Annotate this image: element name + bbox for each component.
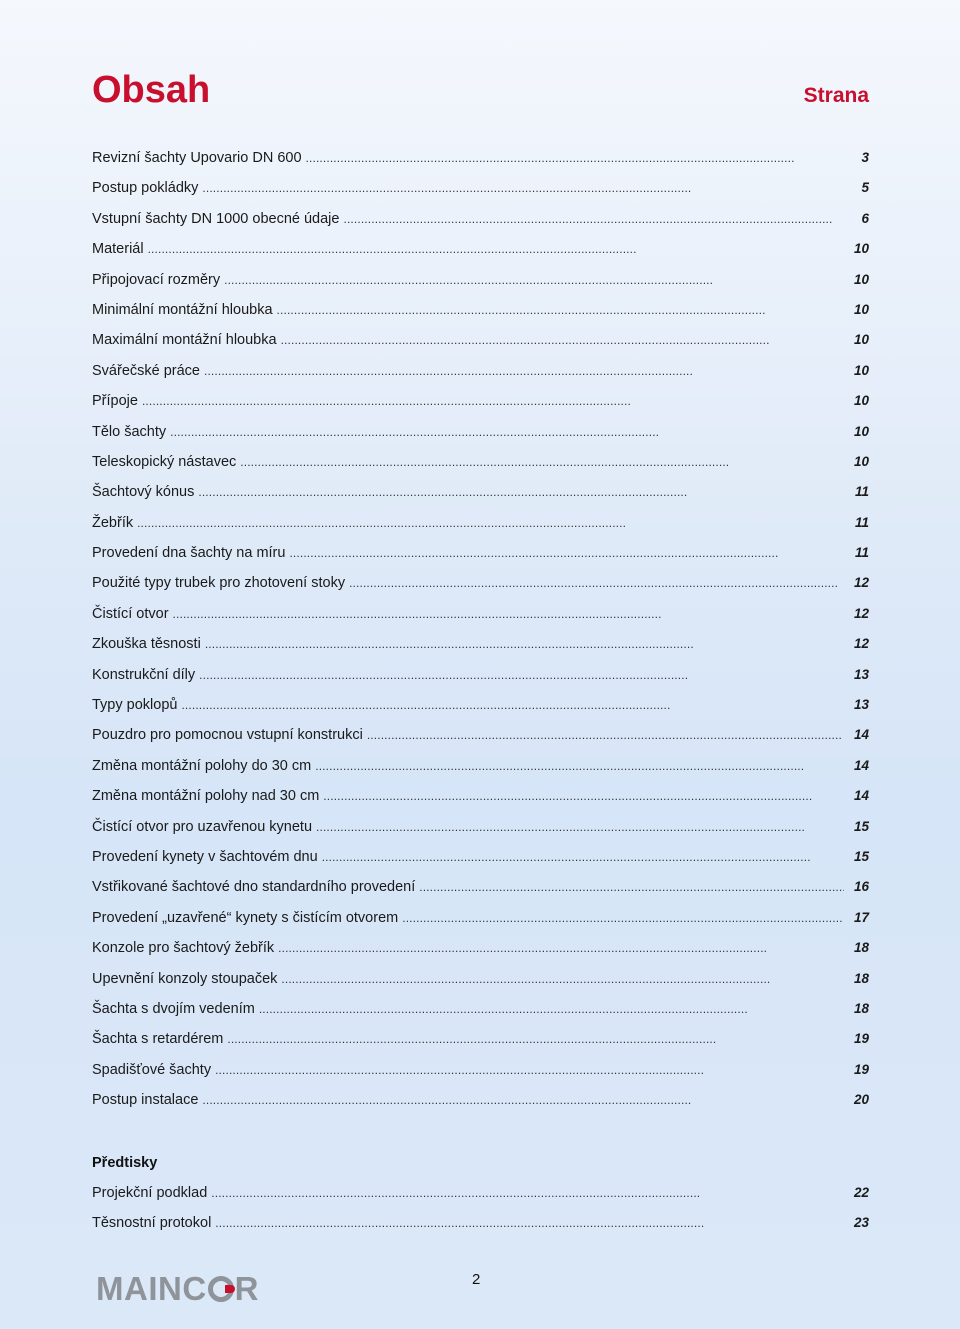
maincor-logo (96, 1272, 259, 1306)
toc-entry-page: 12 (853, 575, 869, 591)
dot-leader (224, 265, 841, 295)
toc-entry-label: Minimální montážní hloubka (92, 301, 273, 318)
toc-entry-page: 17 (853, 909, 869, 925)
dot-leader (402, 903, 843, 933)
toc-entry-label: Použité typy trubek pro zhotovení stoky (92, 575, 346, 592)
dot-leader (316, 812, 841, 842)
toc-entry-label: Spadišťové šachty (92, 1061, 212, 1078)
dot-leader (281, 325, 841, 355)
toc-entry[interactable] (92, 1024, 869, 1054)
toc-entry-page: 20 (853, 1092, 869, 1108)
toc-entry-page: 13 (853, 697, 869, 713)
dot-leader (173, 599, 841, 629)
toc-entry-label: Žebřík (92, 514, 134, 531)
toc-entry-page: 18 (853, 940, 869, 956)
toc-entry[interactable] (92, 447, 869, 477)
toc-entry[interactable] (92, 265, 869, 295)
dot-leader (323, 781, 841, 811)
dot-leader (281, 964, 841, 994)
toc-entry[interactable] (92, 173, 869, 203)
toc-entry-label: Typy poklopů (92, 697, 178, 714)
toc-entry-label: Maximální montážní hloubka (92, 332, 277, 349)
toc-entry[interactable] (92, 1055, 869, 1085)
toc-entry[interactable] (92, 964, 869, 994)
toc-entry[interactable] (92, 234, 869, 264)
toc-entry-page: 10 (853, 453, 869, 469)
toc-entry-label: Materiál (92, 241, 144, 258)
toc-entry-label: Postup instalace (92, 1092, 199, 1109)
logo-ring-icon (208, 1276, 234, 1302)
preprints-list (92, 1178, 869, 1239)
dot-leader (137, 508, 841, 538)
toc-entry[interactable] (92, 356, 869, 386)
toc-entry-label: Vstupní šachty DN 1000 obecné údaje (92, 210, 340, 227)
dot-leader (170, 417, 841, 447)
toc-entry-label: Projekční podklad (92, 1185, 208, 1201)
dot-leader (199, 660, 841, 690)
dot-leader (211, 1178, 841, 1208)
toc-entry-label: Svářečské práce (92, 362, 200, 379)
toc-entry[interactable] (92, 781, 869, 811)
toc-entry-page: 16 (853, 879, 869, 895)
logo-text-left: MAINC (96, 1270, 207, 1307)
toc-entry-label: Čistící otvor pro uzavřenou kynetu (92, 818, 313, 835)
toc-entry[interactable] (92, 690, 869, 720)
dot-leader (277, 295, 841, 325)
toc-entry-page: 14 (853, 788, 869, 804)
toc-entry-label: Zkouška těsnosti (92, 636, 201, 653)
toc-entry[interactable] (92, 751, 869, 781)
toc-entry[interactable] (92, 325, 869, 355)
toc-entry-page: 19 (853, 1031, 869, 1047)
toc-entry-page: 10 (853, 241, 869, 257)
dot-leader (349, 568, 841, 598)
toc-entry-label: Revizní šachty Upovario DN 600 (92, 150, 302, 166)
toc-entry-page: 10 (853, 423, 869, 439)
dot-leader (204, 356, 841, 386)
toc-entry-label: Připojovací rozměry (92, 271, 221, 288)
dot-leader (240, 447, 841, 477)
toc-entry[interactable] (92, 903, 869, 933)
dot-leader (215, 1055, 841, 1085)
preprints-heading: Předtisky (92, 1155, 158, 1171)
dot-leader (227, 1024, 841, 1054)
toc-entry[interactable] (92, 599, 869, 629)
dot-leader (181, 690, 841, 720)
toc-entry[interactable] (92, 660, 869, 690)
toc-entry-page: 22 (853, 1185, 869, 1200)
toc-entry-label: Tělo šachty (92, 423, 167, 440)
table-of-contents (92, 143, 869, 1116)
toc-entry[interactable] (92, 538, 869, 568)
logo-text-right: R (234, 1270, 259, 1307)
dot-leader (205, 629, 841, 659)
toc-entry-label: Změna montážní polohy nad 30 cm (92, 788, 320, 805)
dot-leader (419, 872, 844, 902)
toc-entry-page: 5 (861, 180, 869, 196)
toc-entry[interactable] (92, 143, 869, 173)
toc-entry-page: 19 (853, 1061, 869, 1077)
toc-entry[interactable] (92, 386, 869, 416)
toc-entry-label: Provedení kynety v šachtovém dnu (92, 848, 318, 865)
toc-entry-page: 10 (853, 301, 869, 317)
toc-entry[interactable] (92, 568, 869, 598)
toc-entry-page: 12 (853, 605, 869, 621)
dot-leader (142, 386, 841, 416)
toc-entry-label: Provedení dna šachty na míru (92, 545, 286, 562)
toc-entry-page: 13 (853, 666, 869, 682)
toc-entry-label: Šachta s retardérem (92, 1031, 224, 1048)
dot-leader (343, 204, 841, 234)
toc-entry-label: Šachta s dvojím vedením (92, 1000, 255, 1017)
toc-entry-label: Těsnostní protokol (92, 1215, 212, 1232)
toc-entry-label: Konstrukční díly (92, 666, 196, 683)
toc-entry[interactable] (92, 417, 869, 447)
dot-leader (202, 173, 841, 203)
dot-leader (215, 1208, 841, 1238)
dot-leader (322, 842, 841, 872)
toc-entry[interactable] (92, 872, 869, 902)
toc-entry[interactable] (92, 477, 869, 507)
page-title: Obsah (92, 69, 211, 111)
toc-entry-label: Postup pokládky (92, 180, 199, 197)
toc-entry[interactable] (92, 629, 869, 659)
toc-entry-page: 15 (853, 848, 869, 864)
toc-entry-page: 15 (853, 818, 869, 834)
toc-entry-page: 11 (854, 484, 869, 500)
toc-entry-page: 10 (853, 393, 869, 409)
toc-entry[interactable] (92, 720, 869, 750)
dot-leader (289, 538, 841, 568)
toc-entry-page: 11 (854, 545, 869, 561)
dot-leader (278, 933, 841, 963)
toc-entry-label: Provedení „uzavřené“ kynety s čistícím otvorem (92, 909, 399, 926)
toc-entry-label: Změna montážní polohy do 30 cm (92, 757, 312, 774)
toc-entry-page: 11 (854, 514, 869, 530)
dot-leader (315, 751, 841, 781)
toc-entry-page: 10 (853, 362, 869, 378)
dot-leader (202, 1085, 841, 1115)
toc-entry-page: 6 (861, 210, 869, 226)
dot-leader (148, 234, 841, 264)
toc-entry-page: 18 (853, 1000, 869, 1016)
toc-entry-label: Pouzdro pro pomocnou vstupní konstrukci (92, 727, 363, 744)
toc-entry[interactable] (92, 1178, 869, 1208)
page-column-label: Strana (803, 84, 869, 107)
toc-entry-label: Vstřikované šachtové dno standardního provedení (92, 879, 416, 896)
toc-entry-page: 10 (853, 332, 869, 348)
dot-leader (367, 720, 842, 750)
toc-entry-label: Čistící otvor (92, 605, 169, 622)
toc-entry-label: Přípoje (92, 393, 138, 410)
toc-entry-page: 10 (853, 271, 869, 287)
toc-entry[interactable] (92, 933, 869, 963)
toc-entry-page: 23 (853, 1215, 869, 1231)
dot-leader (198, 477, 841, 507)
page-number: 2 (472, 1271, 481, 1288)
toc-entry-page: 3 (861, 150, 869, 165)
toc-entry-page: 12 (853, 636, 869, 652)
toc-entry[interactable] (92, 994, 869, 1024)
toc-entry-page: 18 (853, 970, 869, 986)
toc-entry[interactable] (92, 508, 869, 538)
toc-entry-label: Teleskopický nástavec (92, 453, 237, 470)
dot-leader (306, 143, 841, 173)
toc-entry-label: Šachtový kónus (92, 484, 195, 501)
toc-entry[interactable] (92, 1208, 869, 1238)
toc-entry[interactable] (92, 295, 869, 325)
dot-leader (259, 994, 841, 1024)
toc-entry[interactable] (92, 204, 869, 234)
toc-entry-label: Upevnění konzoly stoupaček (92, 970, 278, 987)
toc-entry-label: Konzole pro šachtový žebřík (92, 940, 275, 957)
toc-entry[interactable] (92, 812, 869, 842)
toc-entry-page: 14 (853, 757, 869, 773)
toc-entry-page: 14 (853, 727, 869, 743)
toc-entry[interactable] (92, 1085, 869, 1115)
toc-entry[interactable] (92, 842, 869, 872)
